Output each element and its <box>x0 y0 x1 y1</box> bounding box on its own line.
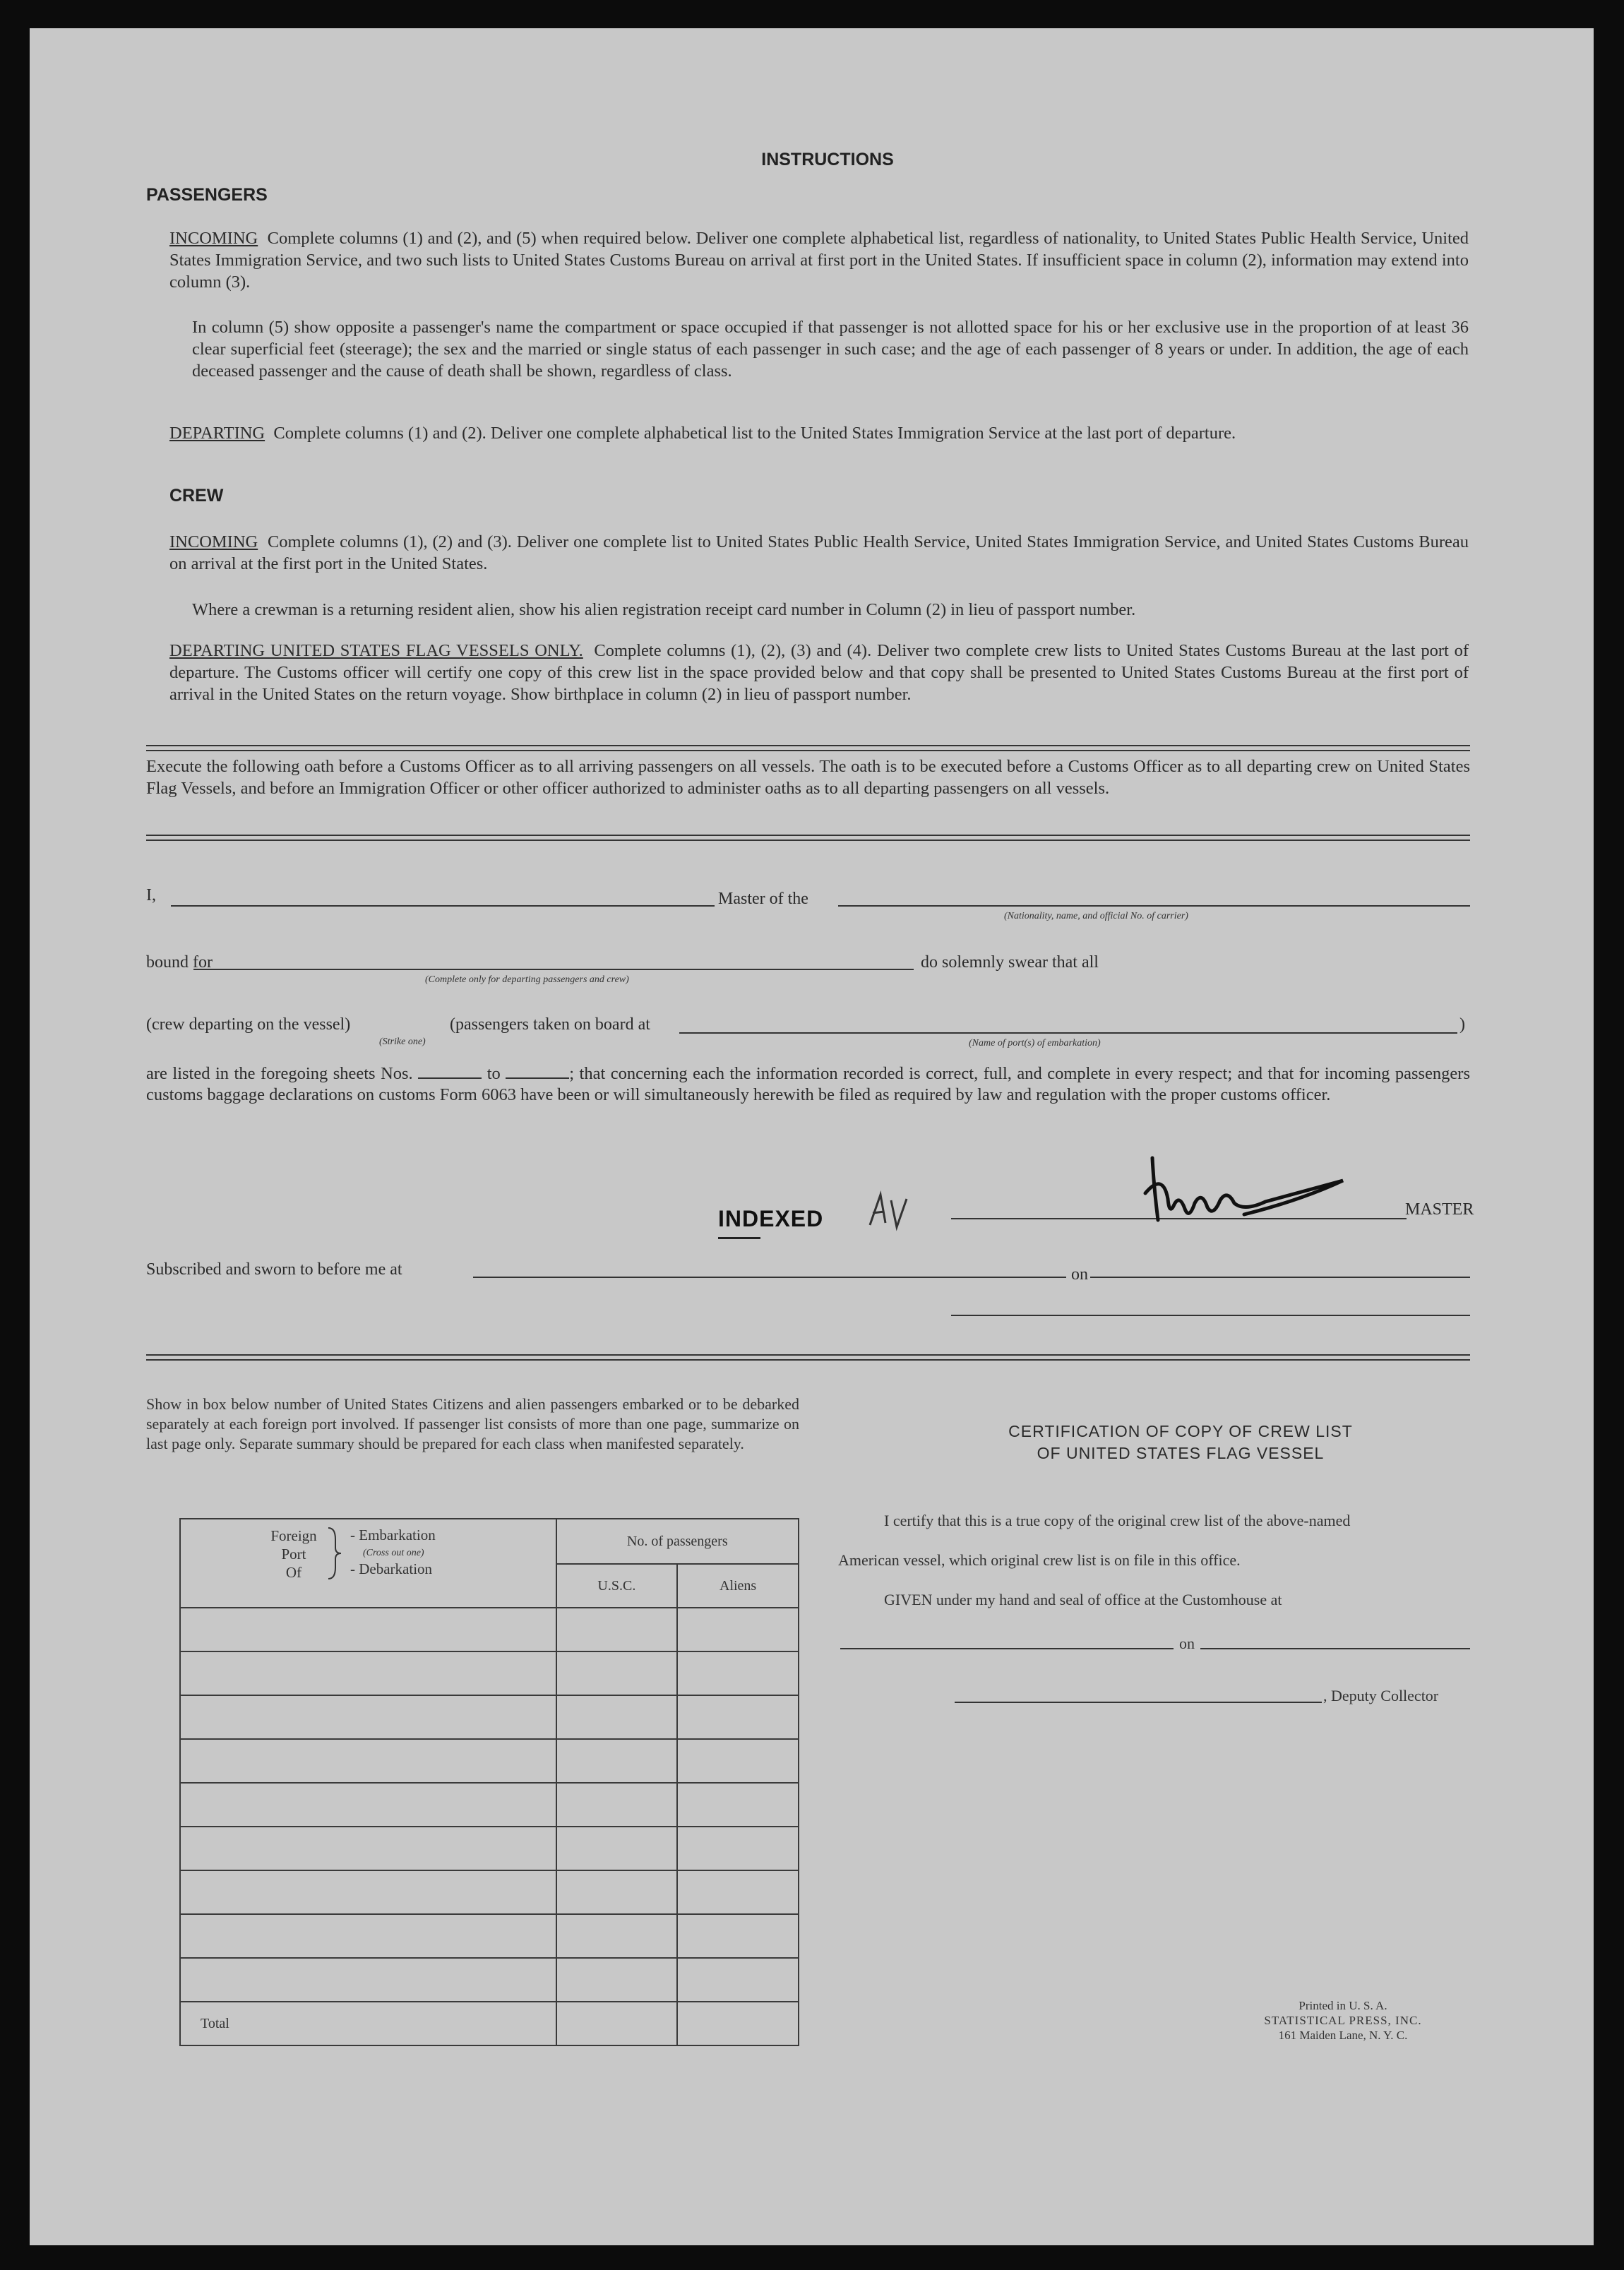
strike-one-caption: (Strike one) <box>379 1037 426 1047</box>
listed-rest-text: ; that concerning each the information recorded is correct, full, and complete in every respect; and that for incoming passengers customs baggage declarations on customs Form 6063 have been or will simultaneously herewith be filed as required by law and regulation with the proper customs officer. <box>146 1064 1471 1104</box>
sworn-location-field[interactable] <box>473 1277 1066 1278</box>
port-cell[interactable] <box>180 1870 556 1914</box>
sheet-from-field[interactable] <box>418 1065 482 1079</box>
section-divider <box>146 1354 1470 1361</box>
port-label: Port <box>281 1546 306 1563</box>
deputy-collector-label: , Deputy Collector <box>1323 1687 1439 1704</box>
printer-line1: Printed in U. S. A. <box>1298 1999 1387 2012</box>
summary-instructions: Show in box below number of United States Citizens and alien passengers embarked or to be debarked separately at each foreign port involved. If passenger list consists of more than one page, summarize on last page only. Separate summary should be prepared for each class when manifested separately. <box>146 1395 799 1452</box>
usc-cell[interactable] <box>556 1783 678 1827</box>
certify-line2: American vessel, which original crew list is on file in this office. <box>838 1551 1241 1569</box>
port-cell[interactable] <box>180 1608 556 1651</box>
customhouse-field[interactable] <box>840 1648 1174 1649</box>
embarkation-option[interactable]: - Embarkation <box>350 1527 436 1543</box>
usc-cell[interactable] <box>556 1870 678 1914</box>
table-row[interactable] <box>180 1783 799 1827</box>
crew-departing-label: DEPARTING UNITED STATES FLAG VESSELS ONLY. <box>169 641 583 660</box>
carrier-field[interactable] <box>838 905 1470 907</box>
of-label: Of <box>285 1564 302 1581</box>
foreign-label: Foreign <box>270 1527 317 1544</box>
crew-incoming-paragraph <box>169 531 1469 575</box>
close-paren: ) <box>1459 1015 1465 1034</box>
passengers-taken-option[interactable]: (passengers taken on board at <box>450 1015 650 1034</box>
subscribed-label: Subscribed and sworn to before me at <box>146 1260 402 1279</box>
aliens-total-cell[interactable] <box>677 2002 799 2045</box>
certification-title-line2: OF UNITED STATES FLAG VESSEL <box>1037 1444 1325 1462</box>
passengers-incoming-label: INCOMING <box>169 229 258 248</box>
sworn-date-field[interactable] <box>1090 1277 1470 1278</box>
port-cell[interactable] <box>180 1695 556 1739</box>
crew-resident-paragraph: Where a crewman is a returning resident alien, show his alien registration receipt card number in Column (2) in lieu of passport number. <box>192 600 1136 619</box>
master-of-the-label: Master of the <box>718 890 808 908</box>
certification-date-field[interactable] <box>1200 1648 1470 1649</box>
aliens-cell[interactable] <box>677 1914 799 1958</box>
usc-cell[interactable] <box>556 1739 678 1783</box>
passenger-summary-table <box>179 1518 799 2046</box>
usc-cell[interactable] <box>556 1608 678 1651</box>
printer-line2: STATISTICAL PRESS, INC. <box>1264 2014 1422 2027</box>
crew-heading: CREW <box>169 486 224 506</box>
table-header-row <box>180 1519 799 1564</box>
on-label: on <box>1071 1265 1088 1284</box>
solemnly-swear-label: do solemnly swear that all <box>921 953 1099 972</box>
no-of-passengers-header: No. of passengers <box>556 1519 799 1564</box>
oath-intro: Execute the following oath before a Customs Officer as to all arriving passengers on all vessels. The oath is to be executed before a Customs Officer as to all departing crew on United States Flag Vessels, and before an Immigration Officer or other officer authorized to administer oaths as to all departing passengers on all vessels. <box>146 757 1470 798</box>
aliens-cell[interactable] <box>677 1870 799 1914</box>
form-sheet <box>30 28 1594 2245</box>
aliens-cell[interactable] <box>677 1695 799 1739</box>
aliens-cell[interactable] <box>677 1783 799 1827</box>
table-row[interactable] <box>180 1914 799 1958</box>
certification-title-line1: CERTIFICATION OF COPY OF CREW LIST <box>1008 1422 1353 1440</box>
printer-imprint <box>1230 1998 1456 2043</box>
port-cell[interactable] <box>180 1739 556 1783</box>
indexed-initials-mark <box>863 1186 919 1236</box>
master-signature <box>1124 1144 1350 1236</box>
to-text: to <box>486 1064 501 1083</box>
passengers-departing-text: Complete columns (1) and (2). Deliver one complete alphabetical list to the United States Immigration Service at the last port of departure. <box>273 424 1236 443</box>
certify-line1: I certify that this is a true copy of the original crew list of the above-named <box>884 1512 1351 1529</box>
passengers-heading: PASSENGERS <box>146 185 268 205</box>
oath-declaration <box>146 1063 1470 1106</box>
table-row[interactable] <box>180 1739 799 1783</box>
passengers-incoming-text: Complete columns (1) and (2), and (5) when required below. Deliver one complete alphabetical list, regardless of nationality, to United States Public Health Service, United States Immigration Service, and two such lists to United States Customs Bureau on arrival at first port in the United States. If insufficient space in column (2), information may extend into column (3). <box>169 229 1469 292</box>
ports-of-embarkation-field[interactable] <box>679 1032 1457 1034</box>
i-label: I, <box>146 886 156 904</box>
listed-start-text: are listed in the foregoing sheets Nos. <box>146 1064 413 1083</box>
cert-on-label: on <box>1179 1635 1195 1652</box>
nationality-caption: (Nationality, name, and official No. of carrier) <box>1004 911 1188 921</box>
given-line: GIVEN under my hand and seal of office at the Customhouse at <box>884 1591 1282 1608</box>
aliens-cell[interactable] <box>677 1608 799 1651</box>
crew-incoming-text: Complete columns (1), (2) and (3). Deliver one complete list to United States Public Health Service, United States Immigration Service, and United States Customs Bureau on arrival at the first port in the United States. <box>169 532 1469 573</box>
table-row[interactable] <box>180 1608 799 1651</box>
usc-cell[interactable] <box>556 1695 678 1739</box>
indexed-stamp: INDEXED <box>718 1206 824 1231</box>
sheet-to-field[interactable] <box>506 1065 569 1079</box>
usc-header: U.S.C. <box>556 1564 678 1608</box>
total-label: Total <box>180 2002 556 2045</box>
crew-departing-option[interactable]: (crew departing on the vessel) <box>146 1015 351 1034</box>
usc-cell[interactable] <box>556 1914 678 1958</box>
indexed-underline <box>718 1237 760 1239</box>
aliens-cell[interactable] <box>677 1827 799 1870</box>
table-total-row[interactable] <box>180 2002 799 2045</box>
passengers-column5-paragraph: In column (5) show opposite a passenger's name the compartment or space occupied if that passenger is not allotted space for his or her exclusive use in the proportion of at least 36 clear superficial feet (steerage); the sex and the married or single status of each passenger in such case; and the age of each passenger of 8 years or under. In addition, the age of each deceased passenger and the cause of death shall be shown, regardless of class. <box>192 318 1469 381</box>
section-divider <box>146 745 1470 751</box>
bound-for-label: bound for <box>146 953 213 972</box>
table-row[interactable] <box>180 1958 799 2002</box>
port-cell[interactable] <box>180 1827 556 1870</box>
table-row[interactable] <box>180 1870 799 1914</box>
instructions-title: INSTRUCTIONS <box>761 150 894 169</box>
table-row[interactable] <box>180 1651 799 1695</box>
usc-cell[interactable] <box>556 1651 678 1695</box>
crew-departing-paragraph <box>169 640 1469 705</box>
port-cell[interactable] <box>180 1914 556 1958</box>
passengers-departing-paragraph <box>169 422 1469 444</box>
table-row[interactable] <box>180 1695 799 1739</box>
table-row[interactable] <box>180 1827 799 1870</box>
usc-cell[interactable] <box>556 1827 678 1870</box>
bound-for-field[interactable] <box>193 969 914 970</box>
aliens-cell[interactable] <box>677 1651 799 1695</box>
master-label: MASTER <box>1405 1200 1474 1219</box>
master-name-field[interactable] <box>171 905 715 907</box>
complete-only-caption: (Complete only for departing passengers and crew) <box>425 974 629 985</box>
section-divider <box>146 835 1470 841</box>
crew-incoming-label: INCOMING <box>169 532 258 551</box>
port-cell[interactable] <box>180 1783 556 1827</box>
aliens-header: Aliens <box>677 1564 799 1608</box>
ports-caption: (Name of port(s) of embarkation) <box>969 1038 1101 1049</box>
aliens-cell[interactable] <box>677 1958 799 2002</box>
port-header-cell <box>180 1519 556 1608</box>
officer-signature-field[interactable] <box>951 1315 1470 1316</box>
deputy-collector-signature-field[interactable] <box>955 1702 1322 1703</box>
printer-line3: 161 Maiden Lane, N. Y. C. <box>1278 2029 1408 2042</box>
brace-icon <box>326 1525 342 1582</box>
passengers-incoming-paragraph <box>169 227 1469 293</box>
usc-cell[interactable] <box>556 1958 678 2002</box>
crew-departing-text: Complete columns (1), (2), (3) and (4). Deliver two complete crew lists to United States Customs Bureau at the last port of departure. The Customs officer will certify one copy of this crew list in the space provided below and that copy shall be presented to United States Customs Bureau at the first port of arrival in the United States on the return voyage. Show birthplace in column (2) in lieu of passport number. <box>169 641 1469 704</box>
passengers-departing-label: DEPARTING <box>169 424 265 443</box>
port-cell[interactable] <box>180 1651 556 1695</box>
cross-out-caption: (Cross out one) <box>363 1548 424 1558</box>
aliens-cell[interactable] <box>677 1739 799 1783</box>
certification-title <box>877 1421 1484 1464</box>
port-cell[interactable] <box>180 1958 556 2002</box>
usc-total-cell[interactable] <box>556 2002 678 2045</box>
debarkation-option[interactable]: - Debarkation <box>350 1560 433 1577</box>
